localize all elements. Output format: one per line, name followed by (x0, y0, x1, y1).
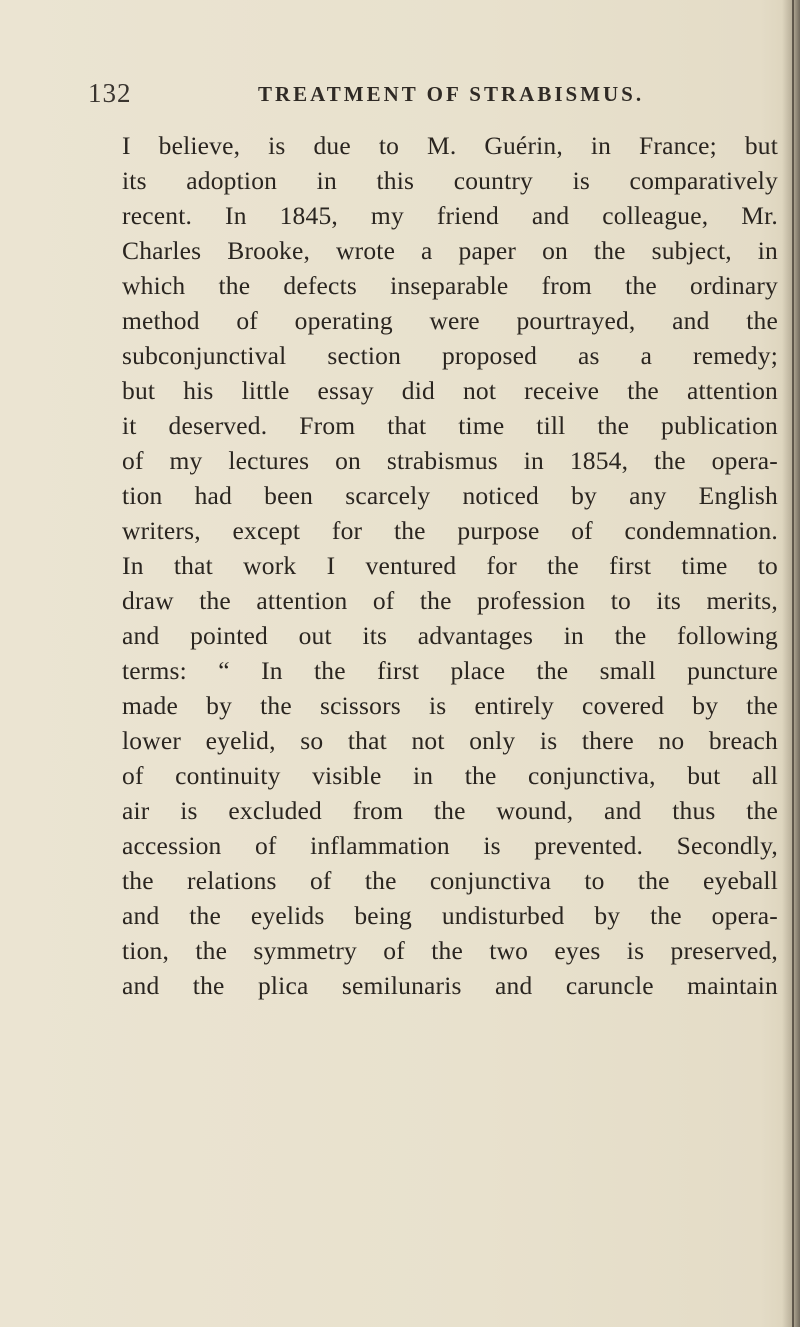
text-line: and pointed out its advantages in the following (122, 621, 778, 650)
text-line: In that work I ventured for the first time to (122, 551, 778, 580)
text-line: and the eyelids being undisturbed by the opera- (122, 901, 778, 930)
text-line: made by the scissors is entirely covered by the (122, 691, 778, 720)
text-line: draw the attention of the profession to its merits, (122, 586, 778, 615)
text-line: Charles Brooke, wrote a paper on the subject, in (122, 236, 778, 265)
text-line: its adoption in this country is comparatively (122, 166, 778, 195)
text-line: accession of inflammation is prevented. Secondly, (122, 831, 778, 860)
text-line: I believe, is due to M. Guérin, in France; but (122, 131, 778, 160)
text-line: method of operating were pourtrayed, and the (122, 306, 778, 335)
text-line: terms: “ In the first place the small puncture (122, 656, 778, 685)
text-line: of my lectures on strabismus in 1854, the opera- (122, 446, 778, 475)
text-line: and the plica semilunaris and caruncle maintain (122, 971, 778, 1000)
text-line: air is excluded from the wound, and thus the (122, 796, 778, 825)
running-head-title: TREATMENT OF STRABISMUS. (258, 82, 645, 106)
page-edge-line (792, 0, 794, 1327)
text-line: but his little essay did not receive the attention (122, 376, 778, 405)
page-edge-shadow (782, 0, 800, 1327)
text-line: of continuity visible in the conjunctiva, but all (122, 761, 778, 790)
text-line: which the defects inseparable from the ordinary (122, 271, 778, 300)
body-text (122, 128, 778, 1003)
text-line: it deserved. From that time till the publication (122, 411, 778, 440)
text-line: writers, except for the purpose of condemnation. (122, 516, 778, 545)
text-line: recent. In 1845, my friend and colleague, Mr. (122, 201, 778, 230)
text-line: lower eyelid, so that not only is there no breach (122, 726, 778, 755)
page-number: 132 (88, 78, 132, 108)
text-line: tion had been scarcely noticed by any English (122, 481, 778, 510)
text-line: tion, the symmetry of the two eyes is preserved, (122, 936, 778, 965)
text-line: subconjunctival section proposed as a remedy; (122, 341, 778, 370)
text-line: the relations of the conjunctiva to the eyeball (122, 866, 778, 895)
running-head (88, 78, 778, 114)
